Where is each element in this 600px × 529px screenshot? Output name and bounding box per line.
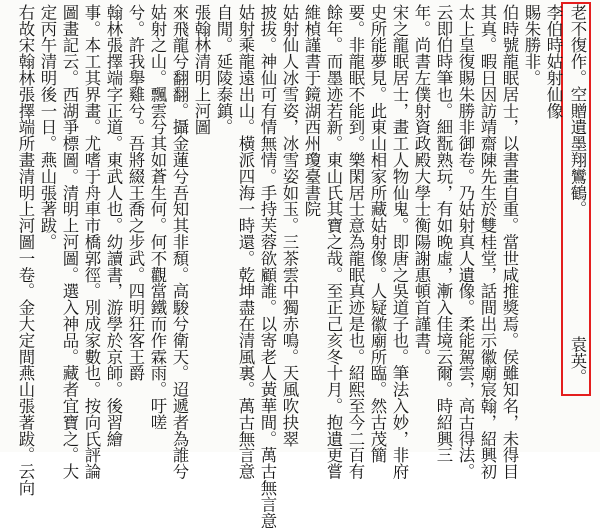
text-column: 云即伯時筆也。細翫熟玩，有如晚虛，漸入佳境云爾。時紹興三: [434, 4, 453, 464]
text-column: 張翰林清明上河圖: [192, 4, 211, 136]
text-column: 太上皇復賜朱勝非御卷。乃姑射真人遺像。柔能駕雲，高古得法。: [456, 4, 475, 480]
text-column: 李伯時姑射仙像: [544, 4, 563, 119]
text-column: 伯時號龍眠居士，以書畫自重。當世咸推獎焉。侯雖知名，未得目: [500, 4, 519, 480]
text-column: 來飛龍兮翻翻。攝金蓮兮吾知其非頹。高駿兮衛天。迢遞者為誰兮: [170, 4, 189, 480]
text-column: 要。非龍眠不能到。樂閑居士意為龍眠真迹是也。紹熙至今二百有: [346, 4, 365, 480]
text-column: 史所能夢見。此東山相家所藏姑射像。人疑徽廟所臨。然古茂簡: [368, 4, 387, 464]
text-column: 餘年。而墨迹若新。東山氏其寶之哉。至正己亥冬十月。抱遺更嘗: [324, 4, 343, 480]
text-column: 定丙午清明後一日。燕山張著跋。: [38, 4, 57, 250]
text-column: 右故宋翰林張擇端所畫清明上河圖一卷。金大定間燕山張著跋。云向: [16, 4, 35, 496]
text-column: 圖畫記云。西湖爭標圖。清明上河圖。選入神品。藏者宜寶之。大: [60, 4, 79, 480]
text-column: 年。尚書左僕射資政殿大學士衡陽謝惠頓首謹書。: [412, 4, 431, 365]
text-column: 姑射仙人冰雪姿，冰雪姿如玉。三茶雲中獨赤鳴。天風吹抉翠: [280, 4, 299, 447]
text-column: 翰林張擇端字正道。東武人也。幼讀書，游學於京師。後習繪: [104, 4, 123, 447]
text-column: 維楨謹書于鏡湖西州瓊臺書院: [302, 4, 321, 218]
text-column: 事。本工其界畫。尤嗜于舟車市橋郭徑。別成家數也。按向氏評論: [82, 4, 101, 480]
text-column: 其真。暇日因訪靖齋陳先生於雙桂堂，話間出示徽廟宸翰，紹興初: [478, 4, 497, 480]
text-column: 披拔。神仙可有情無情。手持芙蓉欲顧誰。以寄老人黃華間。萬古無言意: [258, 4, 277, 529]
text-column: 宋之龍眠居士，畫工人物仙鬼。即唐之吳道子也。筆法入妙，非府: [390, 4, 409, 480]
text-column: 老不復作。空贈遺墨翔鸞鶴。: [568, 4, 587, 218]
text-column: 姑射乘龍遠出山。橫派四海一時還。乾坤盡在清風裏。萬古無言意: [236, 4, 255, 480]
text-column: 姑射之山。飄雲兮其如蒼生何。何不觀當鐵而作霖雨。吁嗟: [148, 4, 167, 431]
author-credit: 袁英。: [568, 336, 587, 386]
text-column: 自閒。延陵泰鎮。: [214, 4, 233, 136]
text-column: 兮。許我舉雞兮。吾將綴王喬之步武。四明狂客王爵: [126, 4, 145, 382]
text-column: 賜朱勝非。: [522, 4, 541, 86]
